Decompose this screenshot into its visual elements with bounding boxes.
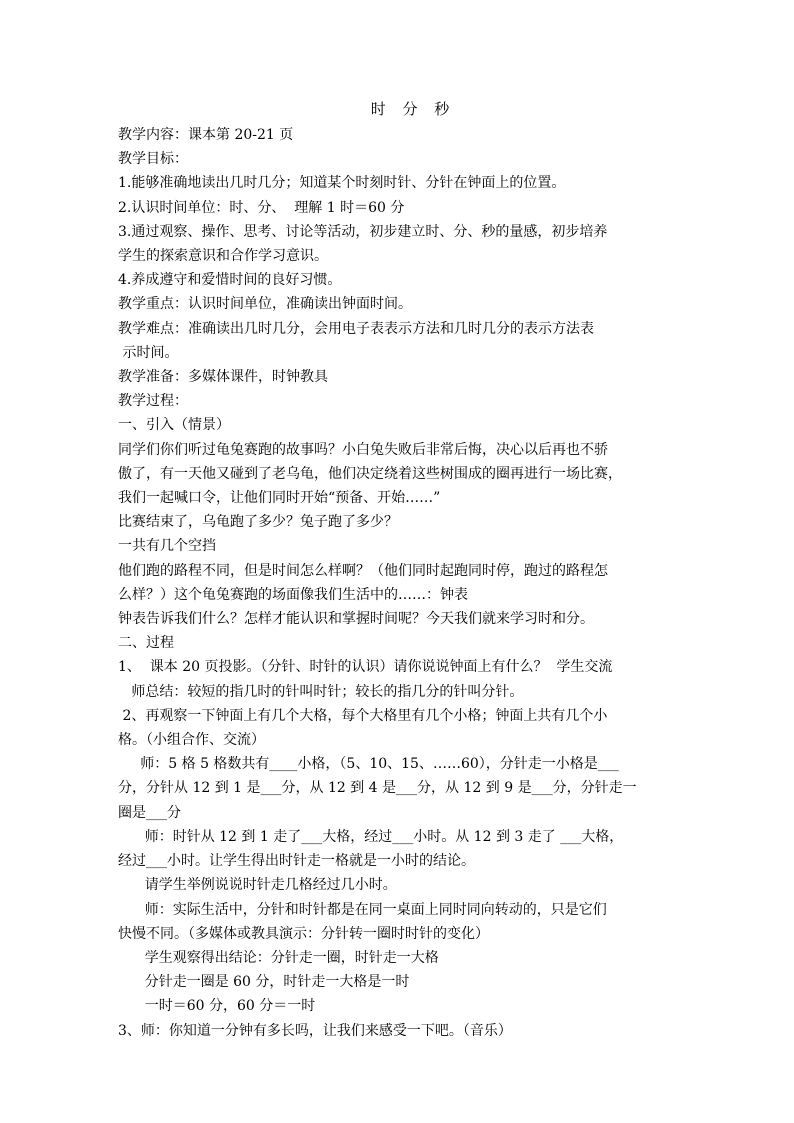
text-line: 教学过程： xyxy=(118,393,188,410)
text-line: 学生的探索意识和合作学习意识。 xyxy=(118,248,328,265)
text-line: 教学准备：多媒体课件，时钟教具 xyxy=(118,369,328,386)
text-line: 师：时针从 12 到 1 走了___大格，经过___小时。从 12 到 3 走了 ___大格， xyxy=(118,828,624,845)
text-line: 分，分针从 12 到 1 是___分，从 12 到 4 是___分，从 12 到 9 是___分，分针走一 xyxy=(118,780,637,797)
text-line: 他们跑的路程不同，但是时间怎么样啊？（他们同时起跑同时停，跑过的路程怎 xyxy=(118,562,608,579)
text-line: 3、师：你知道一分钟有多长吗，让我们来感受一下吧。（音乐） xyxy=(118,1022,512,1039)
text-line: 2、再观察一下钟面上有几个大格，每个大格里有几个小格；钟面上共有几个小 xyxy=(118,707,608,724)
text-line: 师总结：较短的指几时的针叫时针；较长的指几分的针叫分针。 xyxy=(118,683,524,700)
text-line: 师：5 格 5 格数共有____小格，（5、10、15、……60），分针走一小格是___ xyxy=(118,756,619,773)
text-line: 快慢不同。（多媒体或教具演示：分针转一圈时时针的变化） xyxy=(118,925,489,942)
text-line: 钟表告诉我们什么？怎样才能认识和掌握时间呢？今天我们就来学习时和分。 xyxy=(118,611,594,628)
text-line: 2.认识时间单位：时、分、 理解 1 时＝60 分 xyxy=(118,199,405,216)
text-line: 同学们你们听过龟兔赛跑的故事吗？小白兔失败后非常后悔，决心以后再也不骄 xyxy=(118,441,608,458)
text-line: 么样？）这个龟兔赛跑的场面像我们生活中的……：钟表 xyxy=(118,586,468,603)
text-line: 教学重点：认识时间单位，准确读出钟面时间。 xyxy=(118,296,412,313)
text-line: 示时间。 xyxy=(118,344,179,361)
text-line: 教学难点：准确读出几时几分，会用电子表表示方法和几时几分的表示方法表 xyxy=(118,320,594,337)
text-line: 1.能够准确地读出几时几分；知道某个时刻时针、分针在钟面上的位置。 xyxy=(118,175,566,192)
text-line: 经过___小时。让学生得出时针走一格就是一小时的结论。 xyxy=(118,853,475,870)
text-line: 请学生举例说说时针走几格经过几小时。 xyxy=(118,877,397,894)
document-title: 时 分 秒 xyxy=(370,100,456,118)
text-line: 分针走一圈是 60 分，时针走一大格是一时 xyxy=(118,974,410,991)
text-line: 师：实际生活中，分针和时针都是在同一桌面上同时同向转动的，只是它们 xyxy=(118,901,607,918)
text-line: 3.通过观察、操作、思考、讨论等活动，初步建立时、分、秒的量感，初步培养 xyxy=(118,223,608,240)
text-line: 圈是___分 xyxy=(118,804,181,821)
text-line: 学生观察得出结论：分针走一圈，时针走一大格 xyxy=(118,949,439,966)
text-line: 一时＝60 分，60 分＝一时 xyxy=(118,998,316,1015)
text-line: 一共有几个空挡 xyxy=(118,538,216,555)
text-line: 我们一起喊口令，让他们同时开始“预备、开始……” xyxy=(118,490,441,507)
document-body xyxy=(118,123,688,1043)
text-line: 傲了，有一天他又碰到了老乌龟，他们决定绕着这些树围成的圈再进行一场比赛， xyxy=(118,465,622,482)
text-line: 1、 课本 20 页投影。（分针、时针的认识）请你说说钟面上有什么？ 学生交流 xyxy=(118,659,613,676)
text-line: 教学目标： xyxy=(118,151,188,168)
text-line: 一、引入（情景） xyxy=(118,417,230,434)
text-line: 4.养成遵守和爱惜时间的良好习惯。 xyxy=(118,272,342,289)
text-line: 二、过程 xyxy=(118,635,174,652)
text-line: 教学内容：课本第 20-21 页 xyxy=(118,127,294,143)
text-line: 比赛结束了，乌龟跑了多少？兔子跑了多少？ xyxy=(118,514,398,531)
text-line: 格。（小组合作、交流） xyxy=(118,732,265,749)
document-page xyxy=(118,97,688,1043)
